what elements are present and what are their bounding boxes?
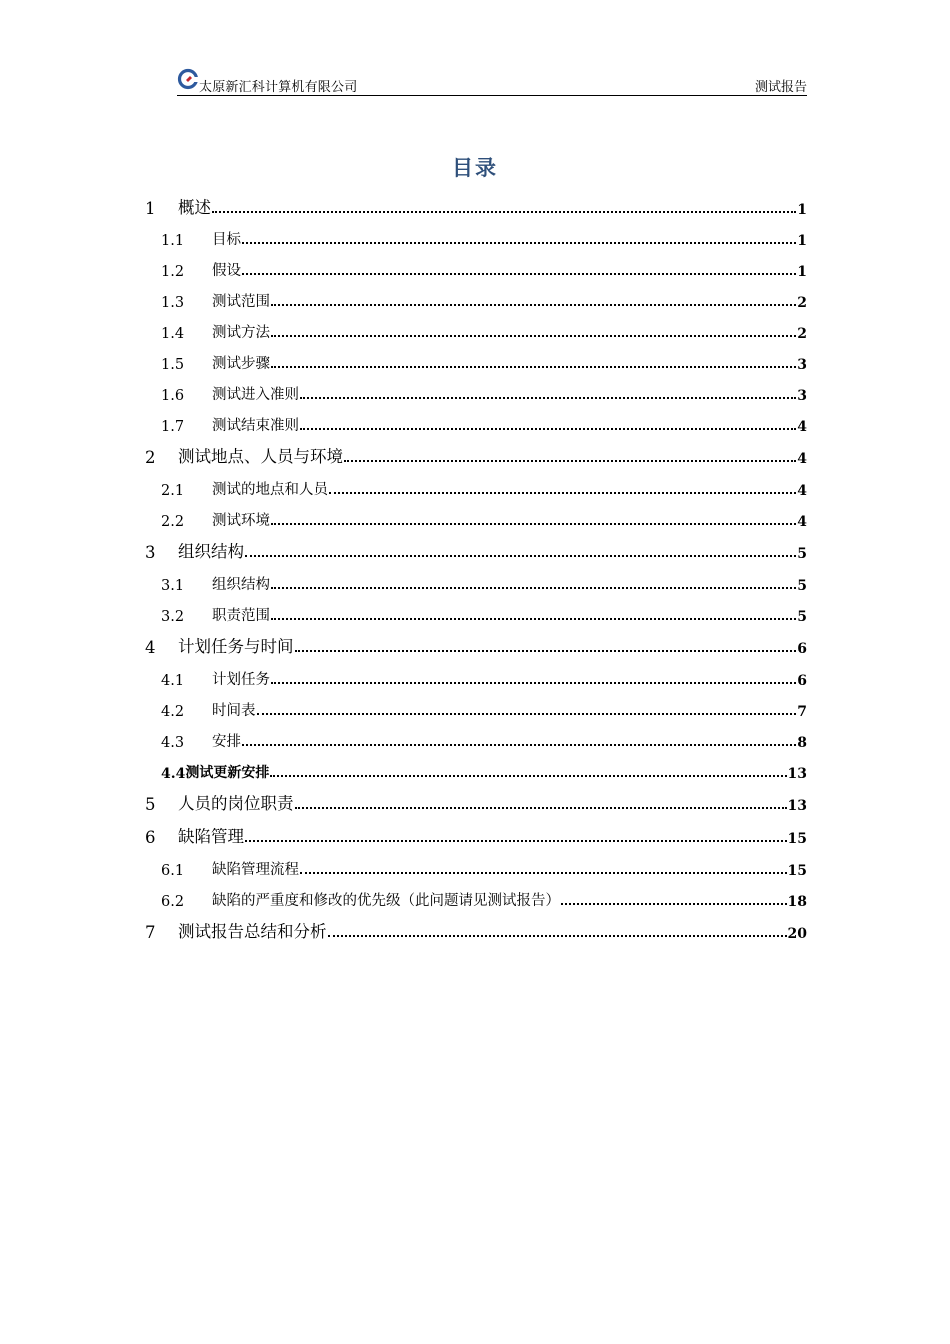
toc-entry[interactable] <box>161 349 807 373</box>
toc-entry[interactable] <box>161 475 807 499</box>
toc-entry-page: 5 <box>797 546 807 562</box>
toc-entry[interactable] <box>161 601 807 625</box>
toc-leader-dots <box>270 775 786 777</box>
toc-entry-number: 1.2 <box>161 264 185 280</box>
document-type: 测试报告 <box>754 80 807 95</box>
toc-leader-dots <box>257 713 797 715</box>
toc-leader-dots <box>328 935 787 937</box>
toc-entry-title: 测试进入准则 <box>212 387 299 403</box>
toc-leader-dots <box>271 335 796 337</box>
toc-entry-page: 13 <box>787 766 807 782</box>
toc-entry-number: 6.2 <box>161 894 185 910</box>
toc-entry-page: 6 <box>797 673 807 689</box>
toc-entry-number: 6 <box>145 828 156 847</box>
toc-entry-number: 3 <box>145 543 156 562</box>
toc-entry-number: 2.1 <box>161 483 185 499</box>
toc-leader-dots <box>300 872 787 874</box>
toc-entry-title: 缺陷的严重度和修改的优先级（此问题请见测试报告） <box>212 893 560 909</box>
toc-entry[interactable] <box>145 194 807 218</box>
toc-leader-dots <box>271 304 796 306</box>
toc-entry-title: 组织结构 <box>178 542 244 561</box>
toc-entry-title: 组织结构 <box>212 577 270 593</box>
toc-entry[interactable] <box>161 855 807 879</box>
toc-entry-title: 测试步骤 <box>212 356 270 372</box>
toc-entry-title: 测试结束准则 <box>212 418 299 434</box>
toc-entry[interactable] <box>145 823 807 847</box>
toc-entry-page: 1 <box>797 233 807 249</box>
toc-entry-title: 测试地点、人员与环境 <box>178 447 343 466</box>
toc-entry-title: 计划任务与时间 <box>178 637 294 656</box>
toc-entry-page: 7 <box>797 704 807 720</box>
toc-entry-title: 测试报告总结和分析 <box>178 922 327 941</box>
toc-entry-number: 7 <box>145 923 156 942</box>
toc-entry-number: 1.3 <box>161 295 185 311</box>
toc-entry-title: 时间表 <box>212 703 256 719</box>
toc-entry[interactable] <box>145 790 807 814</box>
toc-entry-title: 目标 <box>212 232 241 248</box>
toc-leader-dots <box>271 587 796 589</box>
toc-leader-dots <box>242 242 796 244</box>
toc-leader-dots <box>271 523 796 525</box>
toc-entry-page: 6 <box>797 641 807 657</box>
toc-entry-page: 15 <box>787 863 807 879</box>
toc-entry-number: 1 <box>145 199 156 218</box>
toc-entry-page: 8 <box>797 735 807 751</box>
toc-leader-dots <box>329 492 796 494</box>
toc-entry-page: 3 <box>797 357 807 373</box>
toc-entry[interactable] <box>161 665 807 689</box>
toc-entry[interactable] <box>145 443 807 467</box>
toc-leader-dots <box>245 840 787 842</box>
toc-entry[interactable] <box>161 506 807 530</box>
toc-leader-dots <box>271 366 796 368</box>
toc-entry[interactable] <box>161 758 807 782</box>
toc-entry[interactable] <box>161 570 807 594</box>
toc-leader-dots <box>295 807 787 809</box>
toc-leader-dots <box>300 428 796 430</box>
toc-leader-dots <box>245 555 796 557</box>
toc-entry-page: 15 <box>787 831 807 847</box>
toc-entry-number: 4 <box>145 638 156 657</box>
toc-leader-dots <box>300 397 796 399</box>
toc-entry-number: 1.5 <box>161 357 185 373</box>
toc-leader-dots <box>295 650 797 652</box>
toc-entry[interactable] <box>145 538 807 562</box>
toc-entry-page: 2 <box>797 295 807 311</box>
toc-title: 目录 <box>452 156 498 180</box>
toc-entry-title: 测试方法 <box>212 325 270 341</box>
toc-entry-title: 测试的地点和人员 <box>212 482 328 498</box>
toc-entry-page: 5 <box>797 609 807 625</box>
toc-entry[interactable] <box>161 727 807 751</box>
toc-entry-title: 安排 <box>212 734 241 750</box>
toc-entry-title: 职责范围 <box>212 608 270 624</box>
toc-entry-title: 假设 <box>212 263 241 279</box>
toc-entry-number: 6.1 <box>161 863 185 879</box>
toc-entry-title: 测试环境 <box>212 513 270 529</box>
toc-leader-dots <box>344 460 796 462</box>
toc-entry-page: 13 <box>787 798 807 814</box>
toc-entry-number: 2 <box>145 448 156 467</box>
toc-entry-number: 1.6 <box>161 388 185 404</box>
toc-entry-number: 1.1 <box>161 233 185 249</box>
toc-entry-page: 5 <box>797 578 807 594</box>
toc-entry-title: 测试更新安排 <box>185 765 270 781</box>
toc-entry[interactable] <box>161 287 807 311</box>
toc-entry-number: 4.3 <box>161 735 185 751</box>
company-logo-icon <box>177 68 199 90</box>
toc-leader-dots <box>242 273 796 275</box>
toc-entry-title: 缺陷管理流程 <box>212 862 299 878</box>
toc-entry[interactable] <box>161 886 807 910</box>
toc-entry-title: 缺陷管理 <box>178 827 244 846</box>
toc-entry-page: 4 <box>797 419 807 435</box>
toc-entry[interactable] <box>161 411 807 435</box>
toc-leader-dots <box>271 682 796 684</box>
toc-entry[interactable] <box>161 225 807 249</box>
toc-entry[interactable] <box>145 633 807 657</box>
toc-leader-dots <box>561 903 787 905</box>
toc-entry[interactable] <box>145 918 807 942</box>
toc-entry[interactable] <box>161 256 807 280</box>
toc-entry-page: 4 <box>797 451 807 467</box>
toc-entry-number: 1.4 <box>161 326 185 342</box>
toc-entry-title: 概述 <box>178 198 211 217</box>
page-header <box>177 66 807 96</box>
toc-entry-page: 2 <box>797 326 807 342</box>
toc-leader-dots <box>271 618 796 620</box>
toc-entry-page: 18 <box>787 894 807 910</box>
toc-entry-page: 1 <box>797 264 807 280</box>
toc-entry-title: 人员的岗位职责 <box>178 794 294 813</box>
toc-entry-number: 4.4 <box>161 766 186 782</box>
toc-entry-number: 4.2 <box>161 704 185 720</box>
toc-entry-number: 2.2 <box>161 514 185 530</box>
company-name: 太原新汇科计算机有限公司 <box>199 80 358 95</box>
toc-entry-page: 4 <box>797 483 807 499</box>
toc-entry-page: 3 <box>797 388 807 404</box>
toc-entry[interactable] <box>161 380 807 404</box>
toc-entry-number: 4.1 <box>161 673 185 689</box>
toc-entry-page: 4 <box>797 514 807 530</box>
toc-entry-title: 计划任务 <box>212 672 270 688</box>
toc-entry-number: 1.7 <box>161 419 185 435</box>
toc-entry-page: 1 <box>797 202 807 218</box>
toc-leader-dots <box>212 211 796 213</box>
toc-entry-page: 20 <box>787 926 807 942</box>
toc-entry-number: 3.2 <box>161 609 185 625</box>
toc-leader-dots <box>242 744 796 746</box>
toc-entry[interactable] <box>161 318 807 342</box>
toc-entry-title: 测试范围 <box>212 294 270 310</box>
toc-entry-number: 5 <box>145 795 156 814</box>
toc-entry[interactable] <box>161 696 807 720</box>
toc-entry-number: 3.1 <box>161 578 185 594</box>
